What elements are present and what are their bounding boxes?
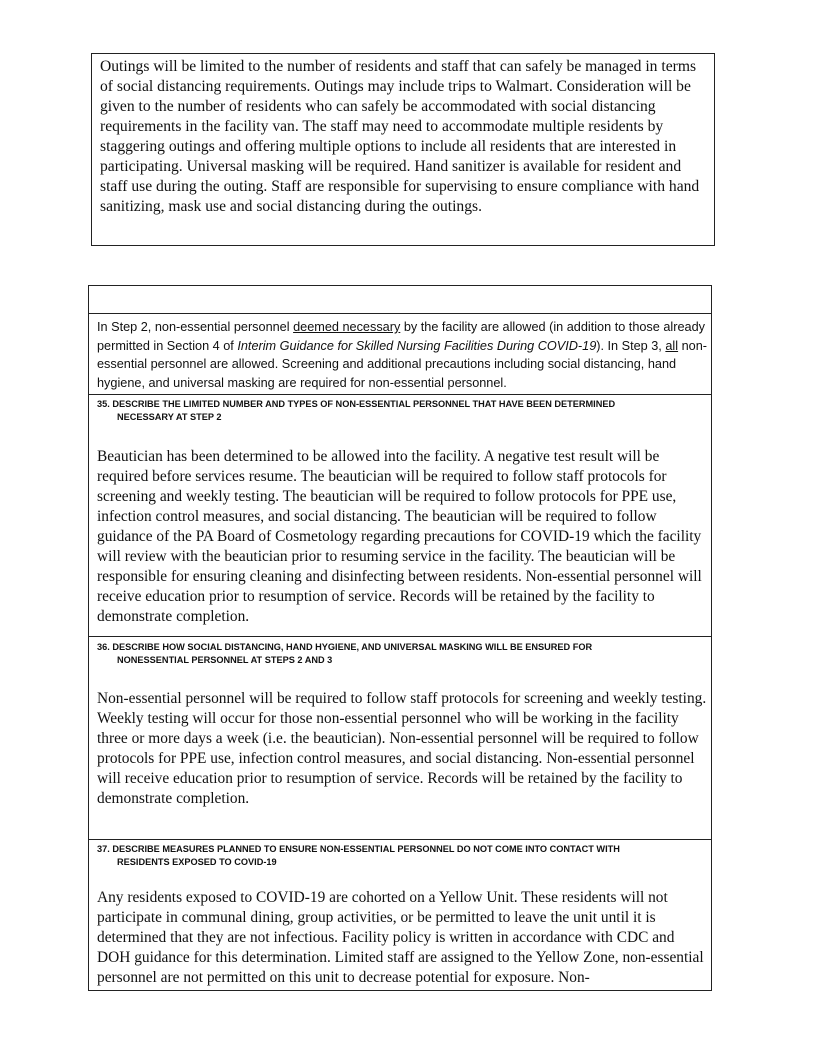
divider-before-q36 [88,636,712,637]
question-36-line-2: NONESSENTIAL PERSONNEL AT STEPS 2 AND 3 [117,655,333,665]
section-top-divider [88,313,712,314]
question-37-line-2: RESIDENTS EXPOSED TO COVID-19 [117,857,277,867]
step-guidance-intro [97,318,709,392]
question-35-heading [97,398,615,424]
intro-guidance-title: Interim Guidance for Skilled Nursing Facilities During COVID-19 [237,338,597,353]
question-35-answer: Beautician has been determined to be allowed into the facility. A negative test result will be required before services resume. The beautician will be required to follow staff protocols for screening and weekly testing. The beautician will be required to follow protocols for PPE use, infection control measures, and social distancing. The beautician will be required to follow guidance of the PA Board of Cosmetology regarding precautions for COVID-19 which the facility will review with the beautician prior to resuming service in the facility. The beautician will be responsible for ensuring cleaning and disinfecting between residents. Non-essential personnel will receive education prior to resumption of service. Records will be retained by the facility to demonstrate completion. [97,448,702,625]
question-35-line-2: NECESSARY AT STEP 2 [117,412,222,422]
question-36-heading [97,641,592,667]
intro-text-1: In Step 2, non-essential personnel [97,320,294,334]
divider-before-q37 [88,839,712,840]
intro-text-4: non-essential personnel are allowed. Screening and additional precautions including social distancing, hand hygiene, and universal masking are required for non-essential personnel. [97,338,707,390]
question-35-line-1: 35. DESCRIBE THE LIMITED NUMBER AND TYPES OF NON-ESSENTIAL PERSONNEL THAT HAVE BEEN DETERMINED [97,399,616,409]
intro-underline-all: all [665,338,679,353]
question-37-heading [97,843,620,869]
question-37-answer: Any residents exposed to COVID-19 are cohorted on a Yellow Unit. These residents will not participate in communal dining, group activities, or be permitted to leave the unit until it is determined that they are not infectious. Facility policy is written in accordance with CDC and DOH guidance for this determination. Limited staff are assigned to the Yellow Zone, non-essential personnel are not permitted on this unit to decrease potential for exposure. Non- [97,889,704,986]
question-36-line-1: 36. DESCRIBE HOW SOCIAL DISTANCING, HAND HYGIENE, AND UNIVERSAL MASKING WILL BE ENSURED FOR [97,642,593,652]
divider-before-q35 [88,394,712,395]
intro-underline-deemed-necessary: deemed necessary [293,320,401,334]
question-36-answer: Non-essential personnel will be required to follow staff protocols for screening and weekly testing. Weekly testing will occur for those non-essential personnel who will be working in the facility three or more days a week (i.e. the beautician). Non-essential personnel will be required to follow protocols for PPE use, infection control measures, and social distancing. Non-essential personnel will receive education prior to resumption of service. Records will be retained by the facility to demonstrate completion. [97,690,707,807]
question-37-line-1: 37. DESCRIBE MEASURES PLANNED TO ENSURE NON-ESSENTIAL PERSONNEL DO NOT COME INTO CONTACT WITH [97,844,620,854]
intro-text-3: ). In Step 3, [596,338,666,353]
outings-paragraph: Outings will be limited to the number of residents and staff that can safely be managed in terms of social distancing requirements. Outings may include trips to Walmart. Consideration will be given to the number of residents who can safely be accommodated with social distancing requirements in the facility van. The staff may need to accommodate multiple residents by staggering outings and offering multiple options to include all residents that are interested in participating. Universal masking will be required. Hand sanitizer is available for resident and staff use during the outing. Staff are responsible for supervising to ensure compliance with hand sanitizing, mask use and social distancing during the outings. [100,58,700,215]
intro-text-2: by the facility are allowed (in addition to those already permitted in Section 4 of [97,320,705,353]
